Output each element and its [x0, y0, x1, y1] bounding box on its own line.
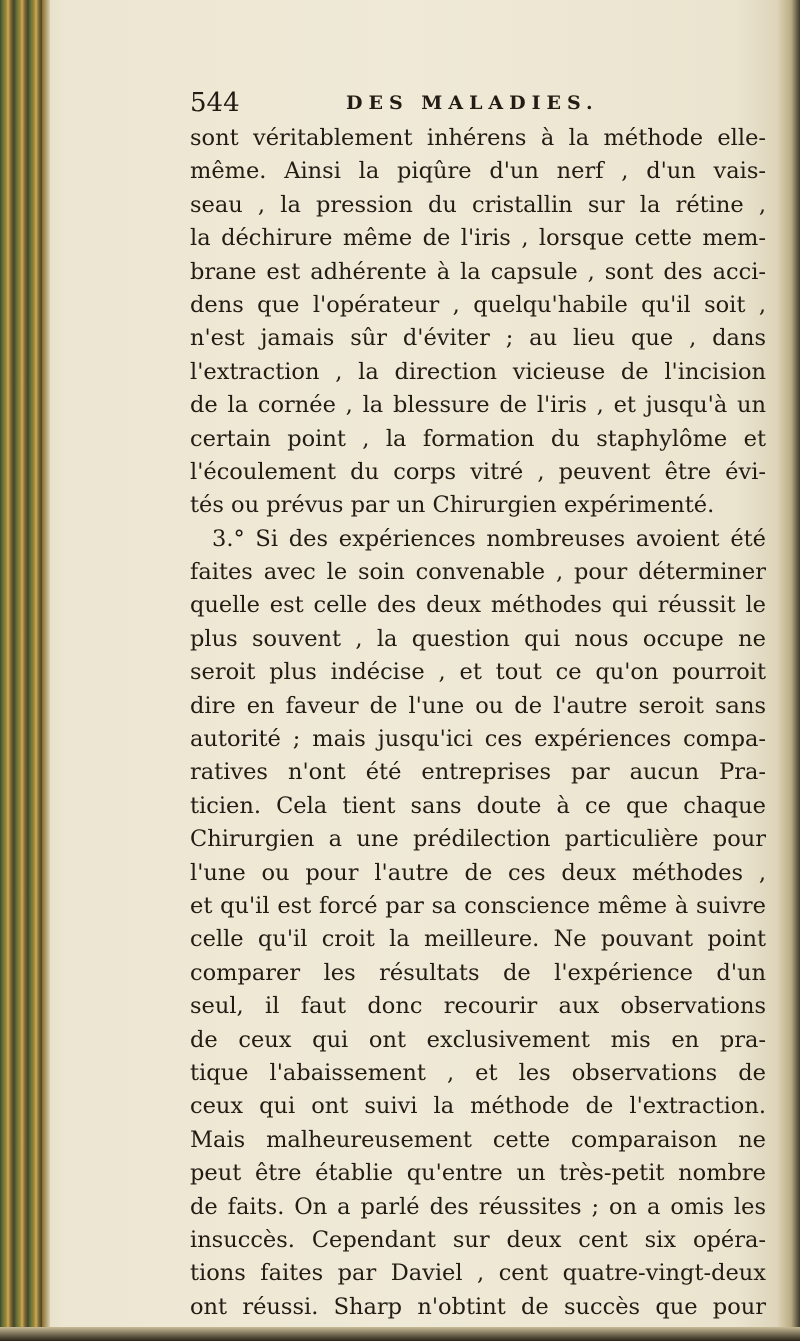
running-title: DES MALADIES. [346, 92, 599, 114]
text-line: seroit plus indécise , et tout ce qu'on pourroit [190, 659, 766, 686]
text-line: celle qu'il croit la meilleure. Ne pouvant point [190, 926, 766, 953]
text-line: dens que l'opérateur , quelqu'habile qu'il soit , [190, 291, 766, 318]
text-line: quelle est celle des deux méthodes qui réussit le [190, 592, 766, 619]
text-line: comparer les résultats de l'expérience d'un [190, 959, 766, 986]
text-line: tés ou prévus par un Chirurgien expérimenté. [190, 492, 715, 519]
text-line: autorité ; mais jusqu'ici ces expériences compa- [190, 726, 766, 753]
text-line: certain point , la formation du staphylôme et [190, 425, 766, 452]
page-header [190, 88, 750, 122]
binding-edge [42, 0, 50, 1330]
text-line: dire en faveur de l'une ou de l'autre seroit sans [190, 692, 766, 719]
text-line: tique l'abaissement , et les observations de [190, 1059, 766, 1086]
text-line: de la cornée , la blessure de l'iris , et jusqu'à un [190, 392, 766, 419]
page-bottom-edge [0, 1327, 800, 1341]
text-line: sont véritablement inhérens à la méthode elle- [190, 125, 766, 151]
text-line: insuccès. Cependant sur deux cent six opéra- [190, 1226, 766, 1253]
page-right-edge [778, 0, 800, 1330]
text-line: ont réussi. Sharp n'obtint de succès que pour [190, 1293, 766, 1320]
text-line: de faits. On a parlé des réussites ; on a omis les [190, 1193, 766, 1220]
text-line: 3.° Si des expériences nombreuses avoient été [212, 525, 766, 552]
text-line: tions faites par Daviel , cent quatre-vingt-deux [190, 1260, 766, 1287]
text-line: ticien. Cela tient sans doute à ce que chaque [190, 792, 766, 819]
text-line: l'écoulement du corps vitré , peuvent être évi- [190, 458, 766, 485]
text-line: Mais malheureusement cette comparaison ne [190, 1126, 766, 1153]
text-line: de ceux qui ont exclusivement mis en pra- [190, 1026, 766, 1053]
text-line: Chirurgien a une prédilection particulière pour [190, 826, 766, 853]
text-line: même. Ainsi la piqûre d'un nerf , d'un vais- [190, 158, 766, 185]
text-line: seul, il faut donc recourir aux observations [190, 993, 766, 1020]
book-binding [0, 0, 42, 1330]
page-number: 544 [190, 88, 240, 118]
text-line: brane est adhérente à la capsule , sont des acci- [190, 258, 766, 285]
text-line: n'est jamais sûr d'éviter ; au lieu que , dans [190, 325, 766, 352]
text-line: la déchirure même de l'iris , lorsque cette mem- [190, 225, 766, 252]
text-line: plus souvent , la question qui nous occupe ne [190, 625, 766, 652]
text-line: l'extraction , la direction vicieuse de l'incision [190, 358, 766, 385]
text-line: faites avec le soin convenable , pour déterminer [190, 559, 766, 586]
text-line: l'une ou pour l'autre de ces deux méthodes , [190, 859, 766, 886]
body-text [190, 122, 766, 1324]
text-line: ratives n'ont été entreprises par aucun Pra- [190, 759, 766, 786]
text-line: seau , la pression du cristallin sur la rétine , [190, 191, 766, 218]
text-line: peut être établie qu'entre un très-petit nombre [190, 1160, 766, 1187]
text-line: et qu'il est forcé par sa conscience même à suivre [190, 892, 766, 919]
text-line: ceux qui ont suivi la méthode de l'extraction. [190, 1093, 766, 1120]
